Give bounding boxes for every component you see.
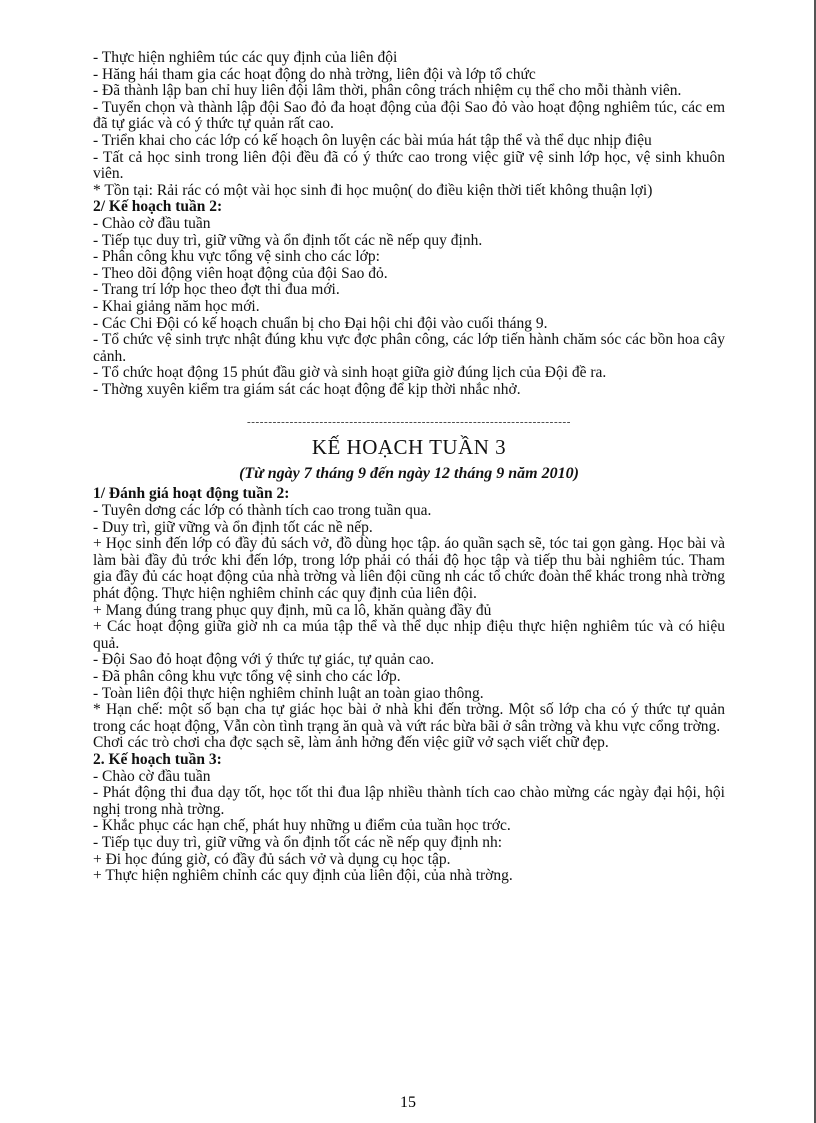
list-item: + Các hoạt động giữa giờ nh ca múa tập thể và thể dục nhịp điệu thực hiện nghiêm túc và có hiệu quả. xyxy=(93,618,725,652)
section-week3-plan xyxy=(93,769,725,885)
list-item: - Theo dõi động viên hoạt động của đội Sao đỏ. xyxy=(93,264,388,282)
list-item: - Các Chi Đội có kế hoạch chuẩn bị cho Đại hội chi đội vào cuối tháng 9. xyxy=(93,314,548,332)
list-item: - Duy trì, giữ vững và ổn định tốt các nề nếp. xyxy=(93,518,373,536)
list-item: - Tiếp tục duy trì, giữ vững và ổn định tốt các nề nếp quy định nh: xyxy=(93,833,502,851)
list-item: - Đã thành lập ban chỉ huy liên đội lâm thời, phân công trách nhiệm cụ thể cho mỗi thành viên. xyxy=(93,82,682,100)
list-item: - Chào cờ đầu tuần xyxy=(93,214,211,232)
list-item: - Tuyên dơng các lớp có thành tích cao trong tuần qua. xyxy=(93,502,432,520)
list-item: Chơi các trò chơi cha đợc sạch sẽ, làm ảnh hởng đến việc giữ vở sạch viết chữ đẹp. xyxy=(93,734,609,752)
divider-line: ---------------------------------------------------------------------------- xyxy=(247,416,571,429)
list-item: + Đi học đúng giờ, có đầy đủ sách vở và dụng cụ học tập. xyxy=(93,850,451,868)
list-item: - Đã phân công khu vực tổng vệ sinh cho các lớp. xyxy=(93,668,401,685)
list-item: + Thực hiện nghiêm chỉnh các quy định của liên đội, của nhà trờng. xyxy=(93,867,513,885)
list-item: - Thực hiện nghiêm túc các quy định của liên đội xyxy=(93,49,398,66)
list-item: - Khắc phục các hạn chế, phát huy những u điểm của tuần học trớc. xyxy=(93,817,511,835)
list-item: - Tuyển chọn và thành lập đội Sao đỏ đa hoạt động của đội Sao đỏ vào hoạt động nghiêm túc, các em đã tự giác và có ý thức tự quản rất cao. xyxy=(93,98,725,133)
list-item: - Thờng xuyên kiểm tra giám sát các hoạt động để kịp thời nhắc nhở. xyxy=(93,380,521,398)
list-item: - Triển khai cho các lớp có kế hoạch ôn luyện các bài múa hát tập thể và thể dục nhịp điệu xyxy=(93,131,652,149)
section-evaluation xyxy=(93,503,725,752)
list-item: - Tổ chức vệ sinh trực nhật đúng khu vực đợc phân công, các lớp tiến hành chăm sóc các bồn hoa cây cảnh. xyxy=(93,331,725,365)
document-page xyxy=(93,50,725,885)
list-item: - Chào cờ đầu tuần xyxy=(93,767,211,785)
heading-evaluation: 1/ Đánh giá hoạt động tuần 2: xyxy=(93,485,290,503)
list-item: * Tồn tại: Rải rác có một vài học sinh đi học muộn( do điều kiện thời tiết không thuận lợi) xyxy=(93,181,653,199)
section-week2-plan xyxy=(93,216,725,399)
page-title: KẾ HOẠCH TUẦN 3 xyxy=(311,435,507,460)
list-item: - Đội Sao đỏ hoạt động với ý thức tự giác, tự quản cao. xyxy=(93,651,435,669)
heading-week3-plan: 2. Kế hoạch tuần 3: xyxy=(93,750,222,768)
list-item: - Tiếp tục duy trì, giữ vững và ổn định tốt các nề nếp quy định. xyxy=(93,231,483,249)
list-item: - Phân công khu vực tổng vệ sinh cho các lớp: xyxy=(93,248,380,266)
heading-week2-plan: 2/ Kế hoạch tuần 2: xyxy=(93,198,223,216)
list-item: - Hăng hái tham gia các hoạt động do nhà trờng, liên đội và lớp tổ chức xyxy=(93,65,536,83)
page-number: 15 xyxy=(400,1094,416,1111)
list-item: - Trang trí lớp học theo đợt thi đua mới. xyxy=(93,281,340,299)
section-week1-summary xyxy=(93,50,725,199)
date-range: (Từ ngày 7 tháng 9 đến ngày 12 tháng 9 năm 2010) xyxy=(239,465,579,483)
list-item: - Khai giảng năm học mới. xyxy=(93,297,260,315)
list-item: * Hạn chế: một số bạn cha tự giác học bài ở nhà khi đến trờng. Một số lớp cha có ý thức tự quản trong các hoạt động, Vẫn còn tình trạng ăn quà và vứt rác bừa bãi ở sân trờng và khu vực cổng trờng. xyxy=(93,701,725,735)
list-item: - Toàn liên đội thực hiện nghiêm chỉnh luật an toàn giao thông. xyxy=(93,684,484,702)
list-item: + Mang đúng trang phục quy định, mũ ca lô, khăn quàng đầy đủ xyxy=(93,601,492,619)
list-item: - Phát động thi đua dạy tốt, học tốt thi đua lập nhiều thành tích cao chào mừng các ngày đại hội, hội nghị trong nhà trờng. xyxy=(93,784,725,818)
list-item: + Học sinh đến lớp có đầy đủ sách vở, đồ dùng học tập. áo quần sạch sẽ, tóc tai gọn gàng. Học bài và làm bài đầy đủ trớc khi đến lớp, trong lớp phải có thái độ học tập và tiếp thu bài nghiêm túc. Tham gia đầy đủ các hoạt động của nhà trờng và liên đội cũng nh các tổ chức đoàn thể khác trong nhà trờng phát động. Thực hiện nghiêm chỉnh các quy định của liên đội. xyxy=(93,535,725,603)
list-item: - Tổ chức hoạt động 15 phút đầu giờ và sinh hoạt giữa giờ đúng lịch của Đội đề ra. xyxy=(93,364,607,382)
list-item: - Tất cả học sinh trong liên đội đều đã có ý thức cao trong việc giữ vệ sinh lớp học, vệ sinh khuôn viên. xyxy=(93,148,725,183)
